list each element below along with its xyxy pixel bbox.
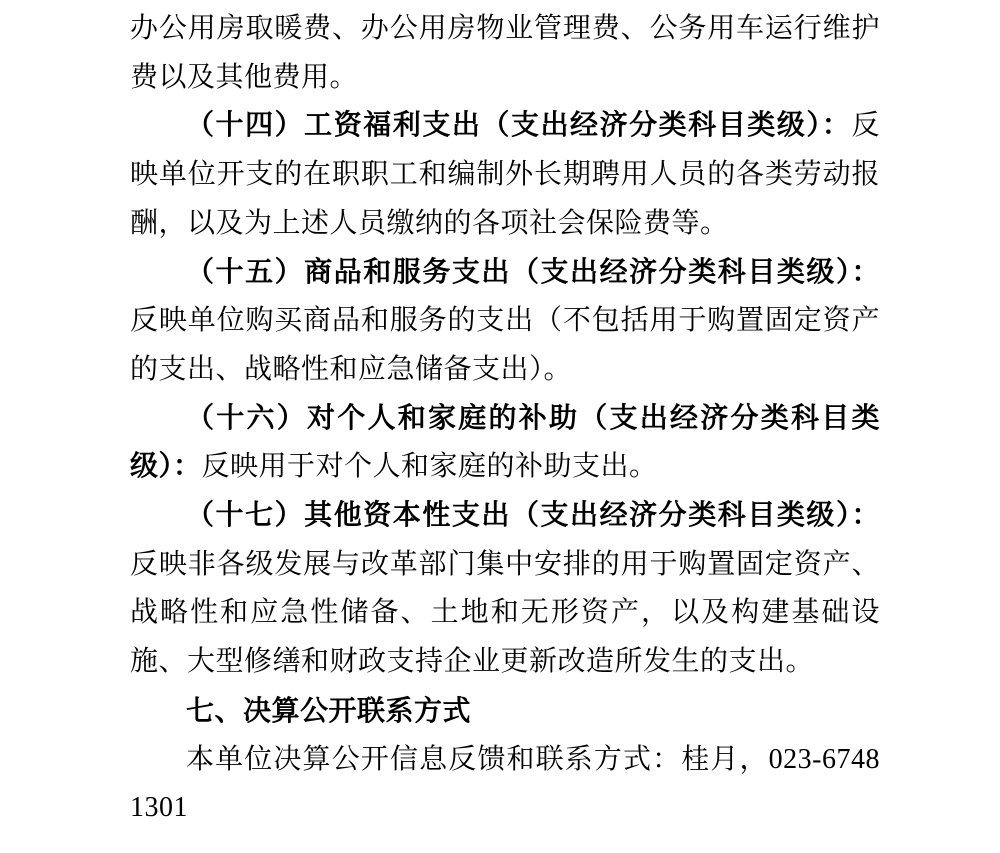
paragraph-contact-info: 本单位决算公开信息反馈和联系方式：桂月，023-67481301: [130, 743, 880, 824]
section-heading-contact: 七、决算公开联系方式: [186, 694, 472, 726]
paragraph-item-17-text: 反映非各级发展与改革部门集中安排的用于购置固定资产、战略性和应急性储备、土地和无形资产，以及构建基础设施、大型修缮和财政支持企业更新改造所发生的支出。: [130, 548, 880, 678]
paragraph-item-16-label: （十六）对个人和家庭的补助（支出经济分类科目类级）：: [130, 402, 880, 483]
paragraph-item-17: [130, 492, 880, 687]
paragraph-continuation: 办公用房取暖费、办公用房物业管理费、公务用车运行维护费以及其他费用。: [130, 13, 880, 93]
paragraph-item-15-label: （十五）商品和服务支出（支出经济分类科目类级）：: [186, 256, 880, 288]
paragraph-item-14-label: （十四）工资福利支出（支出经济分类科目类级）：: [186, 110, 852, 142]
paragraph-item-15-text: 反映单位购买商品和服务的支出（不包括用于购置固定资产的支出、战略性和应急储备支出）。: [130, 305, 880, 385]
paragraph-item-17-label: （十七）其他资本性支出（支出经济分类科目类级）：: [186, 500, 880, 532]
paragraph-item-16-text: 反映用于对个人和家庭的补助支出。: [201, 451, 658, 483]
paragraph-item-15: [130, 249, 880, 395]
paragraph-item-14-text: 反映单位开支的在职职工和编制外长期聘用人员的各类劳动报酬，以及为上述人员缴纳的各项社会保险费等。: [130, 110, 880, 239]
paragraph-item-16: [130, 395, 880, 492]
paragraph-item-14: [130, 102, 880, 248]
